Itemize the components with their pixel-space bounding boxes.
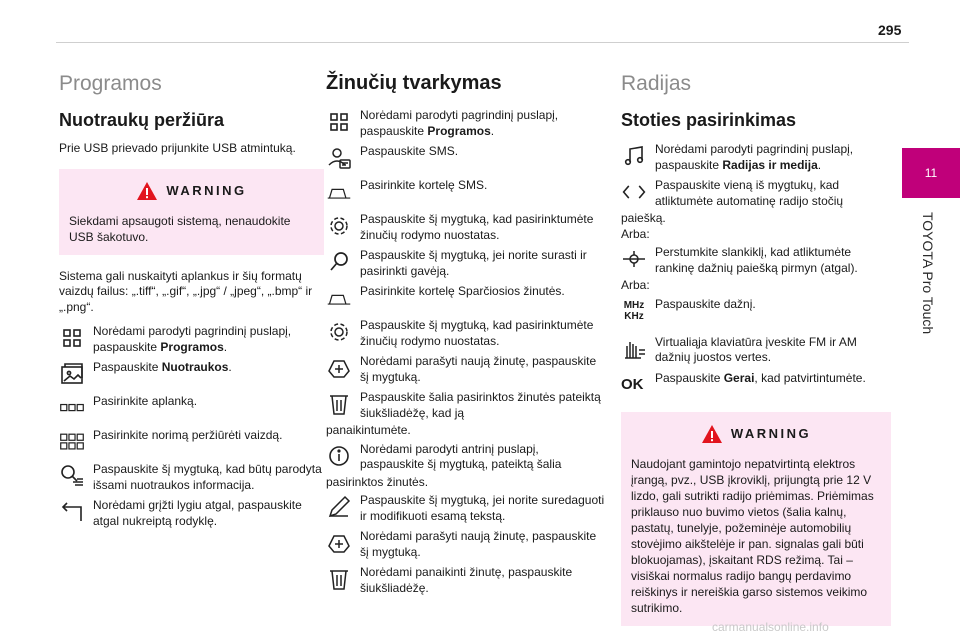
column-radio: [621, 68, 891, 640]
warning-title: WARNING: [730, 426, 812, 441]
step-text: Norėdami parodyti pagrindinį puslapį, paspauskite Radijas ir medija.: [655, 142, 854, 172]
settings-gear-icon: [326, 213, 352, 239]
warning-title: WARNING: [166, 183, 247, 198]
label-or: Arba:: [621, 226, 650, 241]
step-text: Paspauskite šalia pasirinktos žinutės pateiktą šiukšliadėžę, kad ją: [360, 390, 601, 420]
step-text: Perstumkite slankiklį, kad atliktumėte rankinę dažnių paiešką pirmyn (atgal).: [655, 245, 858, 275]
step-text: Pasirinkite kortelę SMS.: [360, 178, 488, 192]
pencil-edit-icon: [326, 494, 352, 520]
step-text: Paspauskite šį mygtuką, kad pasirinktumėte žinučių rodymo nuostatas.: [360, 212, 594, 242]
music-note-icon: [621, 143, 647, 169]
chapter-tab: 11: [902, 148, 960, 198]
slider-icon: [621, 246, 647, 272]
step-continuation: pasirinktos žinutės.: [326, 474, 429, 489]
step-row: [621, 370, 891, 400]
new-message-icon: [326, 530, 352, 556]
step-text: Paspauskite šį mygtuką, jei norite surasti ir pasirinkti gavėją.: [360, 248, 587, 278]
header-divider: [56, 42, 909, 43]
warning-header: [631, 424, 881, 444]
step-row: [326, 283, 606, 313]
back-arrow-icon: [59, 499, 85, 525]
step-text: Paspauskite šį mygtuką, kad pasirinktumėte žinučių rodymo nuostatas.: [360, 318, 594, 348]
warning-text-usb: Siekdami apsaugoti sistemą, nenaudokite USB šakotuvo.: [69, 213, 291, 244]
step-text: Norėdami parodyti pagrindinį puslapį, paspauskite Programos.: [360, 108, 559, 138]
ok-icon: OK: [621, 376, 644, 393]
warning-header: [69, 181, 314, 201]
step-row: [326, 177, 606, 207]
step-continuation: panaikintumėte.: [326, 423, 411, 437]
warning-triangle-icon: [701, 424, 723, 444]
step-row: [59, 497, 324, 529]
section-title-programs: Programos: [59, 72, 162, 95]
folder-grid-icon: [59, 395, 85, 421]
step-row: [326, 143, 606, 173]
step-row: [326, 528, 606, 560]
warning-text-radio: Naudojant gamintojo nepatvirtintą elektros įrangą, pvz., USB įkroviklį, prijungtą prie 12 V lizdo, gali sutrikti radijo priėmimas. Priėmimas priklauso nuo buvimo vietos (šalia kalnų, pastatų, tunelyje, požeminėje automobilių stovėjimo aikštelėje ir pan. signalas gali būti blokuojamas), įskaitant RDS režimą. Tai – visiškai normalus radijo bangų perdavimo reiškinys ir nereiškia garso sistemos veikimo sutrikimo.: [631, 456, 874, 615]
step-row: [326, 492, 606, 524]
info-icon: [326, 443, 352, 469]
step-text: Norėdami parodyti antrinį puslapį, paspauskite šį mygtuką, pateiktą šalia: [360, 441, 562, 471]
page-number: 295: [878, 22, 902, 38]
keyboard-hand-icon: [621, 336, 647, 362]
paragraph-usb-intro: Prie USB prievado prijunkite USB atmintuką.: [59, 141, 296, 155]
image-grid-icon: [59, 429, 85, 455]
step-text: Norėdami parašyti naują žinutę, paspauskite šį mygtuką.: [360, 354, 597, 384]
step-row: [59, 393, 324, 423]
tab-icon: [326, 285, 352, 311]
subsection-title-photos: Nuotraukų peržiūra: [59, 110, 225, 130]
step-text: Paspauskite šį mygtuką, jei norite suredaguoti ir modifikuoti esamą tekstą.: [360, 493, 605, 523]
step-text: Paspauskite SMS.: [360, 144, 459, 158]
step-row: [326, 317, 606, 349]
step-row: [326, 353, 606, 385]
step-text: Norėdami grįžti lygiu atgal, paspauskite atgal nukreiptą rodyklę.: [93, 498, 302, 528]
frequency-icon: MHz KHz: [623, 299, 645, 322]
step-row: [326, 247, 606, 279]
warning-box-usb: [59, 169, 324, 255]
step-text: Norėdami panaikinti žinutę, paspauskite šiukšliadėžę.: [360, 565, 573, 595]
step-continuation: paiešką.: [621, 211, 666, 225]
label-or: Arba:: [621, 278, 650, 292]
step-row: [59, 359, 324, 389]
chapter-side-label: TOYOTA Pro Touch: [920, 212, 936, 335]
step-row: [326, 564, 606, 596]
step-row: [621, 177, 891, 209]
step-row: [621, 141, 891, 173]
step-text: Paspauskite Nuotraukos.: [93, 360, 232, 374]
column-messages: [326, 68, 606, 600]
warning-box-radio: [621, 412, 891, 626]
step-row: [59, 461, 324, 493]
new-message-icon: [326, 355, 352, 381]
step-row: [59, 323, 324, 355]
column-programs: [59, 68, 324, 533]
step-row: [326, 441, 606, 473]
search-icon: [326, 249, 352, 275]
step-row: [621, 296, 891, 326]
step-text: Paspauskite Gerai, kad patvirtintumėte.: [655, 370, 866, 385]
paragraph-formats: Sistema gali nuskaityti aplankus ir šių formatų vaizdų failus: „.tiff“, „.gif“, „.jpg“ / „jpeg“, „.bmp“ ir „.png“.: [59, 268, 313, 314]
step-text: Paspauskite šį mygtuką, kad būtų parodyta išsami nuotraukos informacija.: [93, 462, 322, 492]
step-row: [326, 211, 606, 243]
search-list-icon: [59, 463, 85, 489]
photo-icon: [59, 361, 85, 387]
step-text: Pasirinkite aplanką.: [93, 394, 198, 408]
tab-icon: [326, 179, 352, 205]
chevrons-left-right-icon: [621, 179, 647, 205]
step-row: [621, 334, 891, 366]
step-text: Paspauskite vieną iš mygtukų, kad atliktumėte automatinę radijo stočių: [655, 178, 844, 208]
step-text: Pasirinkite kortelę Sparčiosios žinutės.: [360, 284, 565, 298]
step-row: [326, 389, 606, 421]
step-row: [621, 244, 891, 276]
settings-gear-icon: [326, 319, 352, 345]
watermark: carmanualsonline.info: [712, 620, 829, 634]
warning-triangle-icon: [136, 181, 158, 201]
step-text: Pasirinkite norimą peržiūrėti vaizdą.: [93, 428, 283, 442]
step-text: Paspauskite dažnį.: [655, 296, 756, 311]
trash-icon: [326, 391, 352, 417]
subsection-title-station: Stoties pasirinkimas: [621, 110, 797, 130]
section-title-radio: Radijas: [621, 72, 692, 95]
step-text: Norėdami parašyti naują žinutę, paspauskite šį mygtuką.: [360, 529, 597, 559]
step-row: [59, 427, 324, 457]
step-row: [326, 107, 606, 139]
grid-apps-icon: [326, 109, 352, 135]
sms-person-icon: [326, 145, 352, 171]
section-title-messages: Žinučių tvarkymas: [326, 72, 502, 94]
step-text: Norėdami parodyti pagrindinį puslapį, paspauskite Programos.: [93, 324, 292, 354]
step-text: Virtualiąja klaviatūra įveskite FM ir AM dažnių juostos vertes.: [655, 334, 857, 364]
grid-apps-icon: [59, 325, 85, 351]
trash-icon: [326, 566, 352, 592]
